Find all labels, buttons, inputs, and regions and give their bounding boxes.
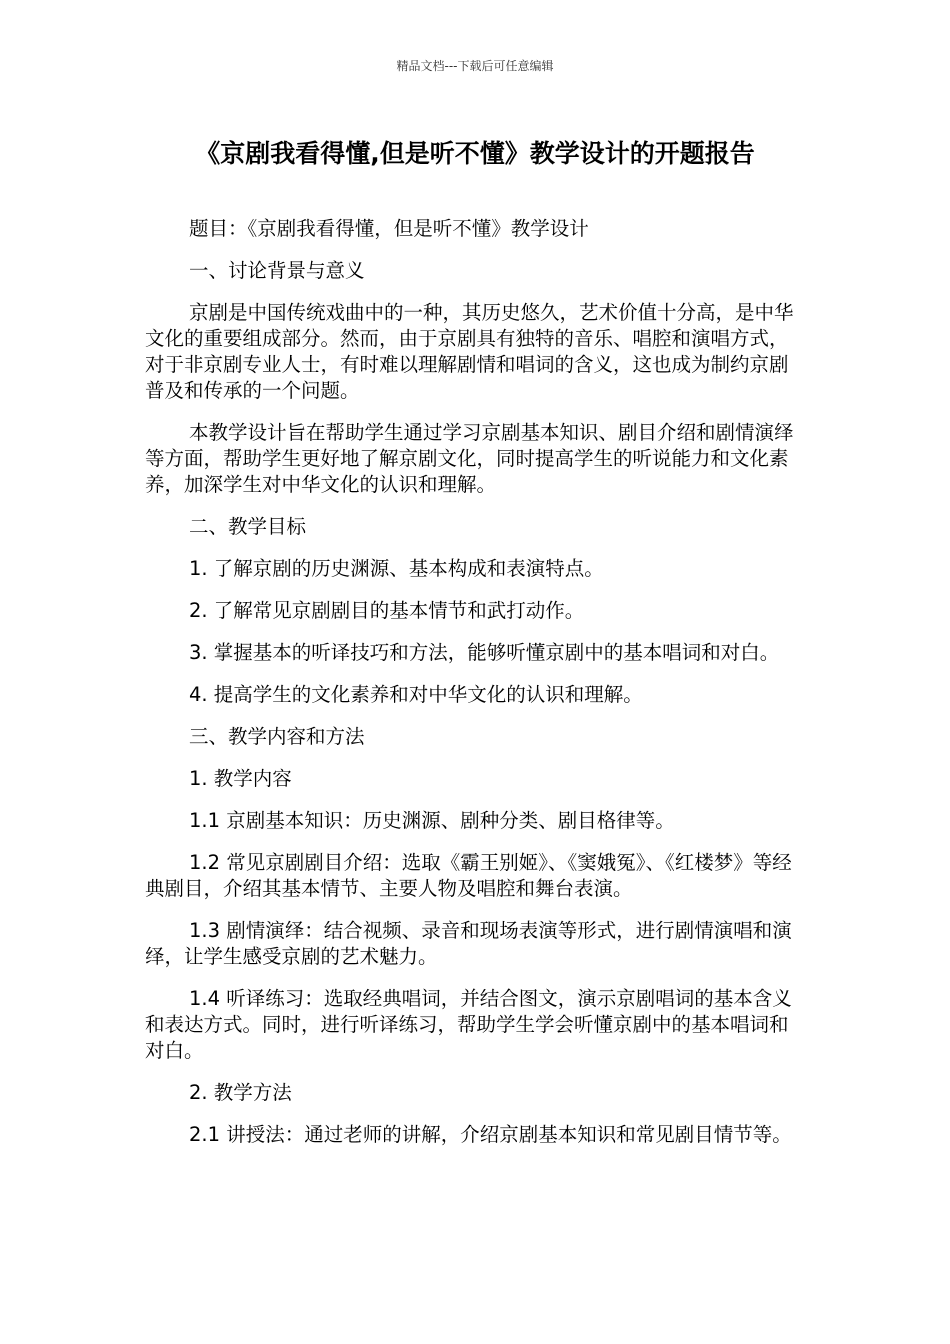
goal-item-3: 3. 掌握基本的听译技巧和方法，能够听懂京剧中的基本唱词和对白。 (189, 641, 780, 664)
section-heading-background: 一、讨论背景与意义 (189, 259, 365, 282)
section-heading-goals: 二、教学目标 (189, 515, 307, 538)
content-item-1-3: 1.3 剧情演绎：结合视频、录音和现场表演等形式，进行剧情演唱和演绎，让学生感受京剧的艺术魅力。 (145, 919, 792, 968)
document-body (145, 216, 805, 1164)
subheading-methods: 2. 教学方法 (189, 1081, 292, 1104)
header-note: 精品文档---下载后可任意编辑 (396, 59, 554, 73)
paragraph-purpose: 本教学设计旨在帮助学生通过学习京剧基本知识、剧目介绍和剧情演绎等方面，帮助学生更好地了解京剧文化，同时提高学生的听说能力和文化素养，加深学生对中华文化的认识和理解。 (145, 421, 794, 496)
content-item-1-1: 1.1 京剧基本知识：历史渊源、剧种分类、剧目格律等。 (189, 809, 675, 832)
paragraph-topic: 题目：《京剧我看得懂，但是听不懂》教学设计 (189, 217, 589, 240)
document-title: 《京剧我看得懂,但是听不懂》教学设计的开题报告 (195, 139, 755, 168)
paragraph-background: 京剧是中国传统戏曲中的一种，其历史悠久，艺术价值十分高，是中华文化的重要组成部分。然而，由于京剧具有独特的音乐、唱腔和演唱方式，对于非京剧专业人士，有时难以理解剧情和唱词的含义，这也成为制约京剧普及和传承的一个问题。 (145, 301, 794, 402)
section-heading-content-methods: 三、教学内容和方法 (189, 725, 365, 748)
goal-item-4: 4. 提高学生的文化素养和对中华文化的认识和理解。 (189, 683, 643, 706)
content-item-1-2: 1.2 常见京剧剧目介绍：选取《霸王别姬》、《窦娥冤》、《红楼梦》等经典剧目，介绍其基本情节、主要人物及唱腔和舞台表演。 (145, 851, 792, 900)
method-item-2-1: 2.1 讲授法：通过老师的讲解，介绍京剧基本知识和常见剧目情节等。 (189, 1123, 792, 1146)
goal-item-2: 2. 了解常见京剧剧目的基本情节和武打动作。 (189, 599, 585, 622)
content-item-1-4: 1.4 听译练习：选取经典唱词，并结合图文，演示京剧唱词的基本含义和表达方式。同时，进行听译练习，帮助学生学会听懂京剧中的基本唱词和对白。 (145, 987, 792, 1062)
goal-item-1: 1. 了解京剧的历史渊源、基本构成和表演特点。 (189, 557, 604, 580)
subheading-content: 1. 教学内容 (189, 767, 292, 790)
